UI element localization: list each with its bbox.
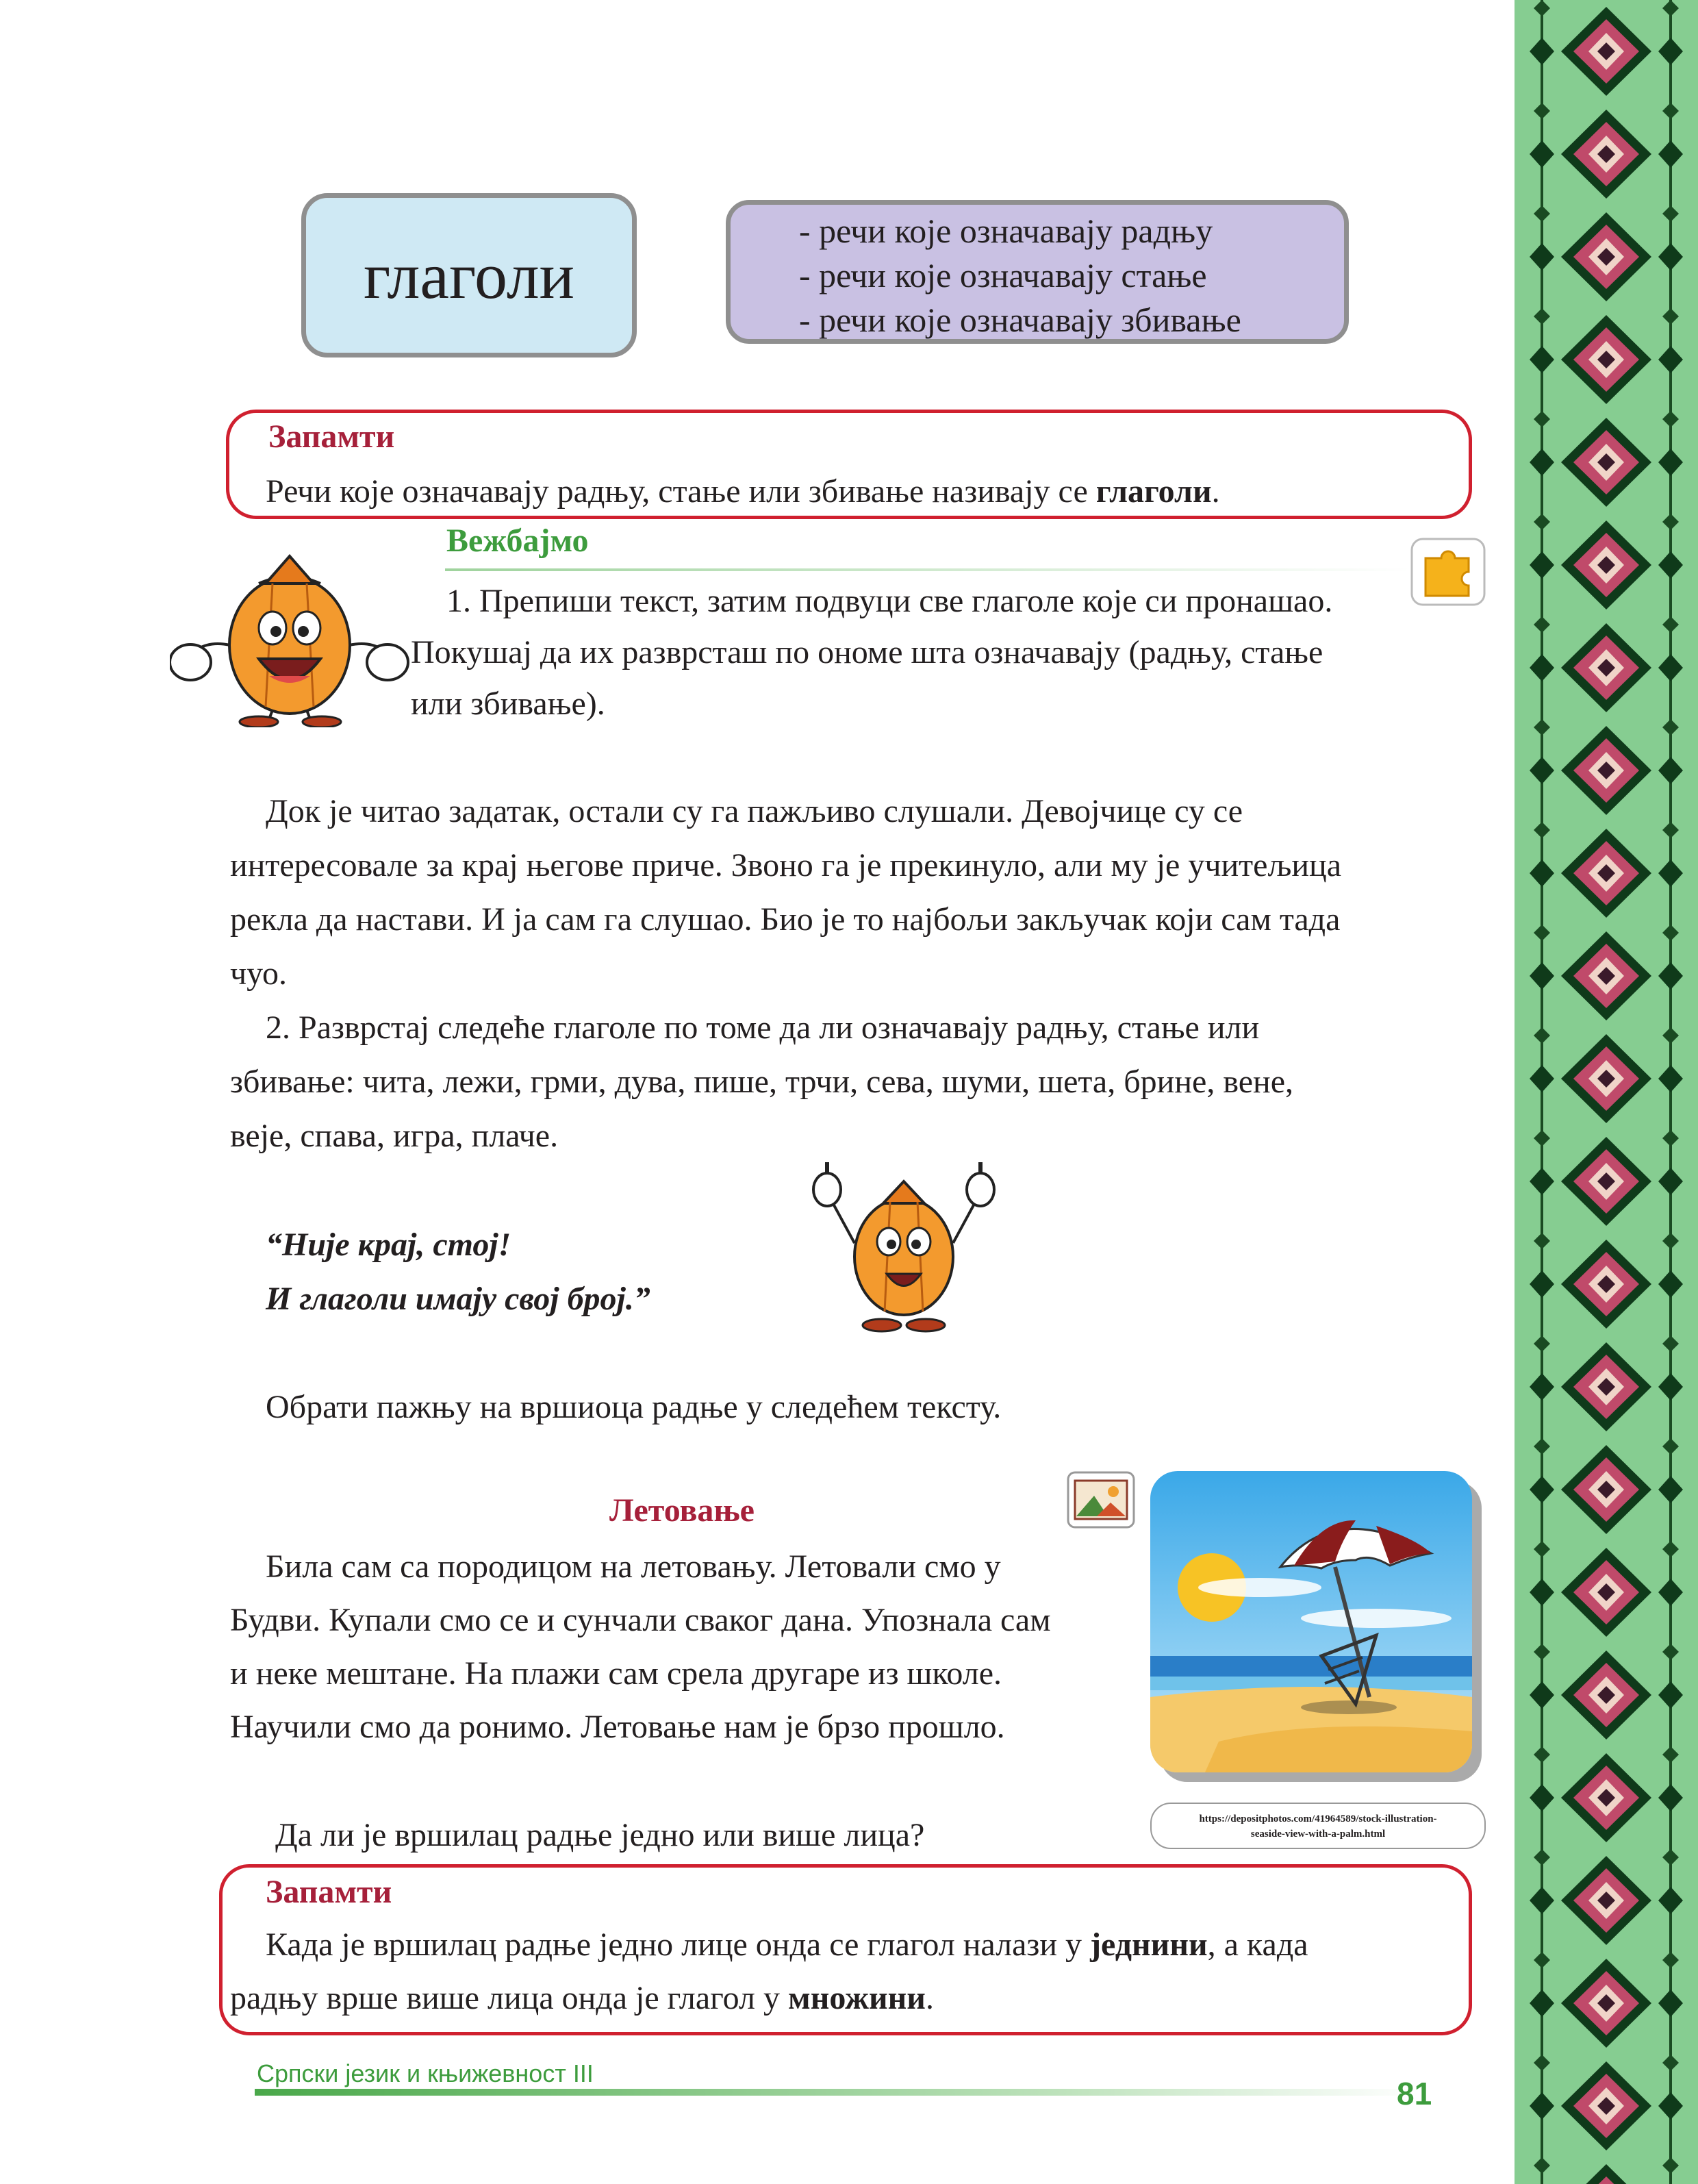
- source-line: https://depositphotos.com/41964589/stock-illustration-: [1199, 1813, 1437, 1824]
- text-line: Док је читао задатак, остали су га пажљиво слушали. Девојчице су се: [266, 793, 1243, 829]
- task1-line: 1. Препиши текст, затим подвуци све глаголе које си пронашао.: [446, 583, 1333, 619]
- title-box: [301, 193, 637, 357]
- remember-text: Речи које означавају радњу, стање или збивање називају се глаголи.: [266, 473, 1220, 510]
- remember-title: Запамти: [266, 1874, 392, 1910]
- task1-line: или збивање).: [411, 686, 605, 722]
- page-number: 81: [1397, 2076, 1432, 2111]
- story-line: Научили смо да ронимо. Летовање нам је брзо прошло.: [230, 1709, 1005, 1745]
- story-line: Будви. Купали смо се и сунчали сваког дана. Упознала сам: [230, 1602, 1051, 1638]
- question-text: Да ли је вршилац радње једно или више лица?: [275, 1817, 925, 1853]
- definition-box: [726, 200, 1349, 344]
- attention-text: Обрати пажњу на вршиоца радње у следећем тексту.: [266, 1389, 1002, 1425]
- quote-line: “Није крај, стој!: [266, 1227, 511, 1263]
- practice-divider: [445, 568, 1410, 571]
- definition-line: - речи које означавају стање: [799, 256, 1207, 294]
- ornament-pattern-icon: [1515, 0, 1698, 2184]
- task1-line: Покушај да их разврсташ по ономе шта означавају (радњу, стање: [411, 634, 1323, 670]
- story-line: Била сам са породицом на летовању. Летовали смо у: [266, 1548, 1001, 1585]
- remember-text: Када је вршилац радње једно лице онда се глагол налази у једнини, а када: [266, 1926, 1308, 1963]
- remember-text: радњу врше више лица онда је глагол у множини.: [230, 1980, 934, 2016]
- highlight-term: једнини: [1090, 1926, 1208, 1963]
- remember-title: Запамти: [268, 418, 395, 455]
- beach-umbrella-illustration: [1150, 1471, 1486, 1786]
- definition-line: - речи које означавају збивање: [799, 301, 1241, 339]
- definition-line: - речи које означавају радњу: [799, 212, 1213, 250]
- highlight-term: множини: [788, 1980, 926, 2016]
- task2-line: веје, спава, игра, плаче.: [230, 1118, 559, 1154]
- quote-line: И глаголи имају свој број.”: [266, 1281, 650, 1317]
- text-line: интересовале за крај његове приче. Звоно га је прекинуло, али му је учитељица: [230, 847, 1342, 883]
- story-line: и неке мештане. На плажи сам срела другаре из школе.: [230, 1655, 1002, 1692]
- image-icon: [1067, 1471, 1135, 1529]
- puzzle-icon: [1410, 538, 1486, 606]
- page-title: глаголи: [363, 238, 574, 312]
- text-line: чуо.: [230, 955, 287, 992]
- source-line: seaside-view-with-a-palm.html: [1250, 1829, 1386, 1840]
- footer-divider: [255, 2089, 1419, 2096]
- text-line: рекла да настави. И ја сам га слушао. Био је то најбољи закључак који сам тада: [230, 901, 1341, 938]
- task2-line: збивање: чита, лежи, грми, дува, пише, трчи, сева, шуми, шета, брине, вене,: [230, 1064, 1294, 1100]
- practice-title: Вежбајмо: [446, 523, 589, 559]
- footer-book-title: Српски језик и књижевност III: [257, 2059, 594, 2087]
- pumpkin-mascot-icon: [808, 1161, 1000, 1335]
- image-source-caption: [1150, 1803, 1486, 1849]
- story-title: Летовање: [609, 1492, 755, 1529]
- decorative-border: [1515, 0, 1698, 2184]
- task2-line: 2. Разврстај следеће глаголе по томе да ли означавају радњу, стање или: [266, 1009, 1260, 1046]
- pumpkin-mascot-icon: [170, 542, 409, 727]
- highlight-term: глаголи: [1095, 473, 1212, 510]
